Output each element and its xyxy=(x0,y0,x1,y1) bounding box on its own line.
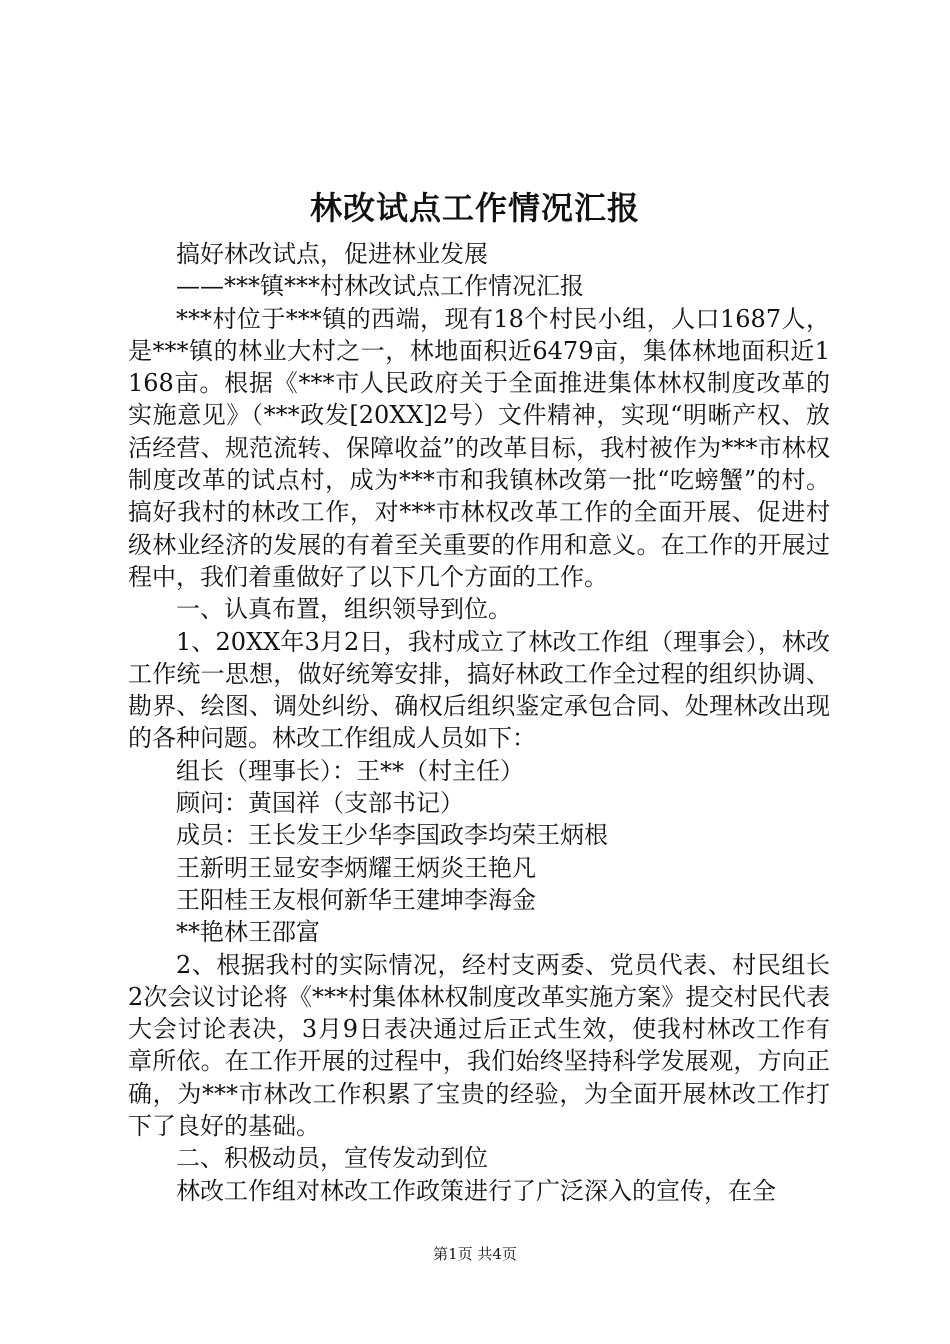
document-body xyxy=(128,238,830,1207)
member-line-leader: 组长（理事长）：王**（村主任） xyxy=(176,756,524,785)
member-line-members-1: 成员：王长发王少华李国政李均荣王炳根 xyxy=(176,821,608,850)
intro-paragraph: ***村位于***镇的西端，现有18个村民小组，人口1687人，是***镇的林业大村之一，林地面积近6479亩，集体林地面积近1168亩。根据《***市人民政府关于全面推进集体林权制度改革的实施意见》（***政发[20XX]2号）文件精神，实现“明晰产权、放活经营、规范流转、保障收益”的改革目标，我村被作为***市林权制度改革的试点村，成为***市和我镇林改第一批“吃螃蟹”的村。搞好我村的林改工作，对***市林权改革工作的全面开展、促进村级林业经济的发展的有着至关重要的作用和意义。在工作的开展过程中，我们着重做好了以下几个方面的工作。 xyxy=(128,304,830,591)
section-heading-1: 一、认真布置，组织领导到位。 xyxy=(176,595,512,624)
paragraph-item-2: 2、根据我村的实际情况，经村支两委、党员代表、村民组长2次会议讨论将《***村集体林权制度改革实施方案》提交村民代表大会讨论表决，3月9日表决通过后正式生效，使我村林改工作有章所依。在工作开展的过程中，我们始终坚持科学发展观，方向正确，为***市林改工作积累了宝贵的经验，为全面开展林改工作打下了良好的基础。 xyxy=(128,950,830,1141)
member-line-members-3: 王阳桂王友根何新华王建坤李海金 xyxy=(176,885,536,914)
subtitle-heading: 搞好林改试点，促进林业发展 xyxy=(176,240,488,268)
paragraph-continued: 林改工作组对林改工作政策进行了广泛深入的宣传，在全 xyxy=(176,1176,776,1205)
page-footer: 第1页 共4页 xyxy=(433,1245,517,1263)
member-line-members-2: 王新明王显安李炳耀王炳炎王艳凡 xyxy=(176,853,536,882)
paragraph-item-1: 1、20XX年3月2日，我村成立了林改工作组（理事会），林改工作统一思想，做好统筹安排，搞好林政工作全过程的组织协调、勘界、绘图、调处纠纷、确权后组织鉴定承包合同、处理林改出现的各种问题。林改工作组成人员如下： xyxy=(128,627,830,753)
member-line-advisor: 顾问：黄国祥（支部书记） xyxy=(176,789,464,818)
document-title: 林改试点工作情况汇报 xyxy=(309,189,640,227)
subtitle-line: ——***镇***村林改试点工作情况汇报 xyxy=(176,272,584,301)
member-line-members-4: **艳林王邵富 xyxy=(176,918,320,947)
section-heading-2: 二、积极动员，宣传发动到位 xyxy=(176,1144,488,1173)
